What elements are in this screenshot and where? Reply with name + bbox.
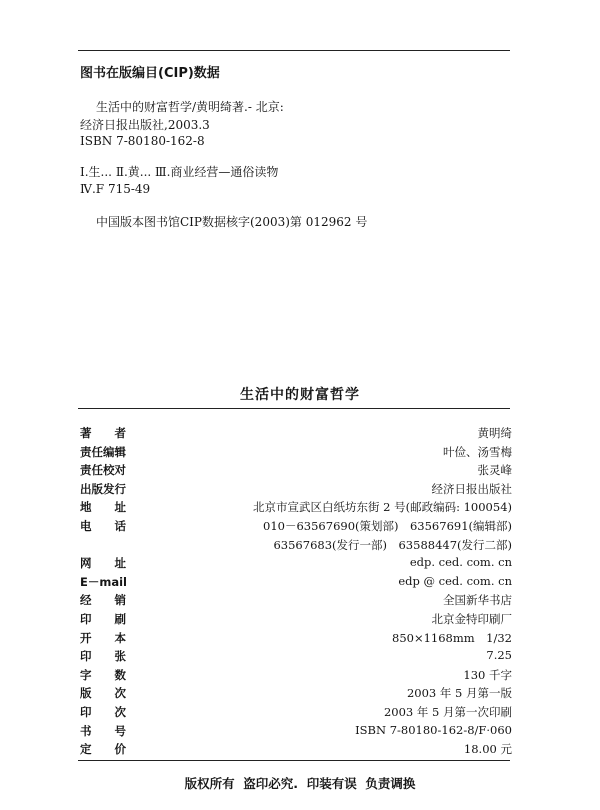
- detail-row: [78, 555, 512, 574]
- cip-heading: 图书在版编目(CIP)数据: [80, 66, 220, 81]
- cip-line-isbn: ISBN 7-80180-162-8: [80, 134, 205, 148]
- detail-value: 叶俭、汤雪梅: [443, 444, 512, 459]
- title-rule: [78, 408, 510, 409]
- detail-row: [78, 741, 512, 760]
- detail-label: 开 本: [80, 630, 126, 645]
- detail-value: edp @ ced. com. cn: [398, 573, 512, 588]
- detail-value: 7.25: [486, 648, 512, 663]
- footer-rule: [78, 760, 510, 761]
- detail-label: 著 者: [80, 426, 126, 440]
- detail-row: [78, 611, 512, 630]
- detail-label: E－mail: [80, 574, 127, 589]
- cip-line-classification: Ⅳ.F 715-49: [80, 182, 151, 196]
- detail-row: [78, 444, 512, 463]
- detail-row: [78, 592, 512, 611]
- detail-row: [78, 425, 512, 444]
- detail-row: [78, 481, 512, 500]
- detail-value: 北京市宣武区白纸坊东街 2 号(邮政编码: 100054): [252, 500, 512, 515]
- book-title: 生活中的财富哲学: [240, 387, 360, 403]
- detail-value: 黄明绮: [477, 426, 512, 440]
- detail-row: [78, 704, 512, 723]
- detail-label: 定 价: [80, 742, 126, 757]
- detail-label: 版 次: [80, 686, 126, 701]
- cip-line-title: 生活中的财富哲学/黄明绮著.- 北京:: [96, 100, 284, 114]
- top-rule: [78, 50, 510, 51]
- detail-label: 出版发行: [80, 481, 126, 496]
- detail-row: [78, 648, 512, 667]
- detail-value: 张灵峰: [477, 463, 512, 478]
- cip-line-record-number: 中国版本图书馆CIP数据核字(2003)第 012962 号: [96, 215, 368, 229]
- detail-value: 北京金特印刷厂: [431, 611, 512, 626]
- detail-label: 责任编辑: [80, 444, 126, 459]
- detail-row: [78, 630, 512, 649]
- detail-label: 经 销: [80, 593, 126, 608]
- cip-line-publisher: 经济日报出版社,2003.3: [80, 118, 210, 132]
- detail-value: 2003 年 5 月第一版: [406, 686, 512, 701]
- detail-row: [78, 685, 512, 704]
- detail-value: 经济日报出版社: [431, 481, 512, 496]
- detail-label: 印 次: [80, 704, 126, 719]
- detail-value: 18.00 元: [463, 742, 512, 757]
- copyright-notice: 版权所有 盗印必究. 印装有误 负责调换: [184, 776, 416, 791]
- detail-value: 2003 年 5 月第一次印刷: [383, 704, 512, 719]
- detail-row: [78, 723, 512, 742]
- detail-row: [78, 462, 512, 481]
- detail-label: 责任校对: [80, 463, 126, 478]
- detail-value: edp. ced. com. cn: [409, 555, 512, 570]
- detail-label: 地 址: [80, 500, 126, 515]
- publication-details: [78, 425, 512, 760]
- detail-value: 130 千字: [463, 667, 512, 682]
- detail-label: 电 话: [80, 518, 126, 533]
- detail-row: [78, 518, 512, 537]
- detail-label: 字 数: [80, 667, 126, 682]
- detail-value: ISBN 7-80180-162-8/F·060: [355, 722, 512, 737]
- detail-label: 书 号: [80, 723, 126, 738]
- detail-row: [78, 537, 512, 556]
- detail-value: 850×1168mm 1/32: [392, 630, 512, 645]
- detail-value: 010－63567690(策划部) 63567691(编辑部): [263, 518, 512, 533]
- detail-label: 印 张: [80, 649, 126, 664]
- detail-value: 63567683(发行一部) 63588447(发行二部): [273, 537, 512, 552]
- detail-value: 全国新华书店: [443, 593, 512, 608]
- detail-row: [78, 499, 512, 518]
- detail-row: [78, 574, 512, 593]
- detail-label: 印 刷: [80, 611, 126, 626]
- detail-label: 网 址: [80, 556, 126, 571]
- detail-row: [78, 667, 512, 686]
- cip-line-subjects: Ⅰ.生... Ⅱ.黄... Ⅲ.商业经营—通俗读物: [80, 165, 279, 179]
